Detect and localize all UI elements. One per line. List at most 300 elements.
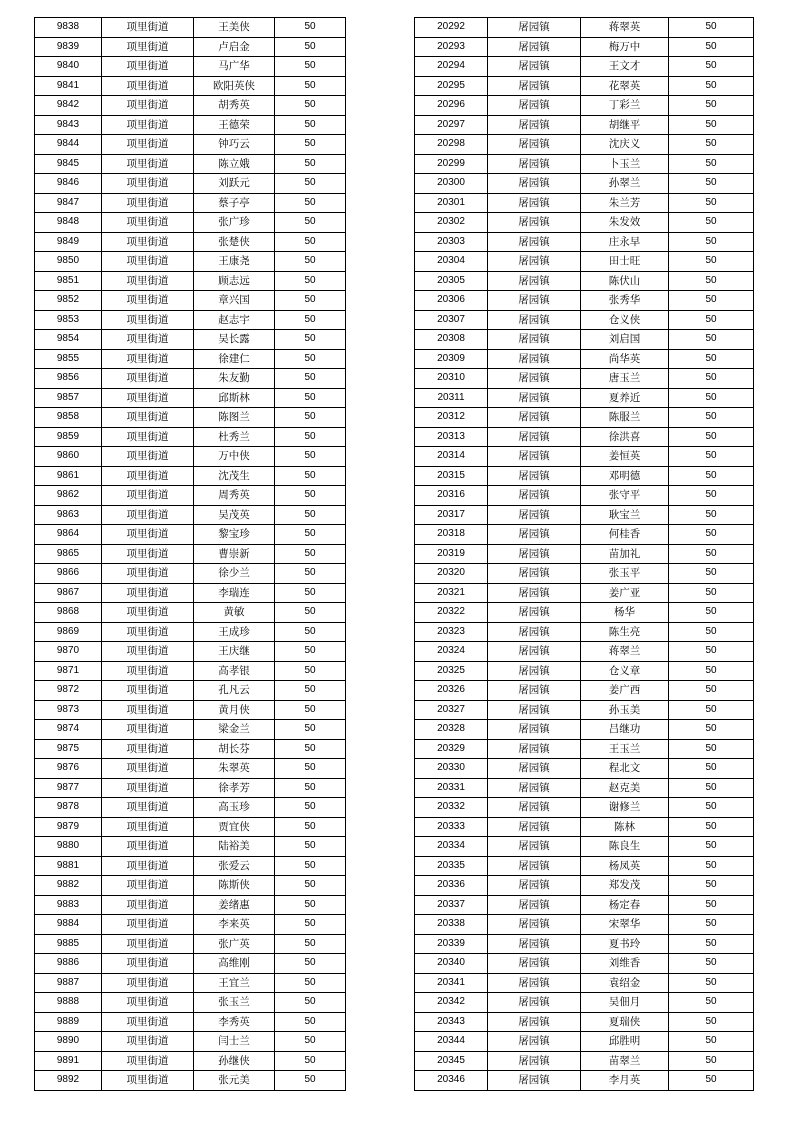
town-cell: 项里街道 — [102, 57, 194, 77]
table-row — [35, 310, 346, 330]
town-cell: 项里街道 — [102, 720, 194, 740]
table-row — [415, 486, 754, 506]
amount-cell: 50 — [275, 408, 346, 428]
serial-number-cell: 9858 — [35, 408, 102, 428]
amount-cell: 50 — [275, 291, 346, 311]
serial-number-cell: 20339 — [415, 934, 488, 954]
amount-cell: 50 — [275, 622, 346, 642]
serial-number-cell: 9838 — [35, 18, 102, 38]
amount-cell: 50 — [275, 778, 346, 798]
person-name-cell: 张秀华 — [581, 291, 669, 311]
amount-cell: 50 — [669, 1032, 754, 1052]
person-name-cell: 花翠英 — [581, 76, 669, 96]
table-row — [35, 720, 346, 740]
person-name-cell: 王庆继 — [194, 642, 275, 662]
town-cell: 屠园镇 — [488, 252, 581, 272]
person-name-cell: 赵克美 — [581, 778, 669, 798]
town-cell: 屠园镇 — [488, 135, 581, 155]
person-name-cell: 陈图兰 — [194, 408, 275, 428]
amount-cell: 50 — [275, 330, 346, 350]
person-name-cell: 闫士兰 — [194, 1032, 275, 1052]
amount-cell: 50 — [669, 564, 754, 584]
town-cell: 项里街道 — [102, 388, 194, 408]
table-row — [415, 525, 754, 545]
table-row — [415, 18, 754, 38]
amount-cell: 50 — [275, 486, 346, 506]
person-name-cell: 刘跃元 — [194, 174, 275, 194]
town-cell: 项里街道 — [102, 193, 194, 213]
serial-number-cell: 9846 — [35, 174, 102, 194]
table-row — [415, 330, 754, 350]
table-row — [415, 583, 754, 603]
town-cell: 屠园镇 — [488, 154, 581, 174]
town-cell: 屠园镇 — [488, 700, 581, 720]
amount-cell: 50 — [669, 388, 754, 408]
serial-number-cell: 20317 — [415, 505, 488, 525]
table-row — [35, 856, 346, 876]
serial-number-cell: 9884 — [35, 915, 102, 935]
table-row — [35, 778, 346, 798]
town-cell: 屠园镇 — [488, 369, 581, 389]
serial-number-cell: 20310 — [415, 369, 488, 389]
table-row — [415, 115, 754, 135]
town-cell: 屠园镇 — [488, 993, 581, 1013]
table-row — [415, 447, 754, 467]
person-name-cell: 胡秀英 — [194, 96, 275, 116]
person-name-cell: 袁绍金 — [581, 973, 669, 993]
table-row — [415, 310, 754, 330]
table-row — [35, 993, 346, 1013]
town-cell: 屠园镇 — [488, 96, 581, 116]
amount-cell: 50 — [275, 603, 346, 623]
serial-number-cell: 20295 — [415, 76, 488, 96]
town-cell: 项里街道 — [102, 252, 194, 272]
amount-cell: 50 — [669, 1051, 754, 1071]
table-row — [415, 408, 754, 428]
person-name-cell: 庄永早 — [581, 232, 669, 252]
amount-cell: 50 — [275, 876, 346, 896]
person-name-cell: 何桂香 — [581, 525, 669, 545]
amount-cell: 50 — [275, 37, 346, 57]
table-row — [35, 544, 346, 564]
town-cell: 屠园镇 — [488, 603, 581, 623]
town-cell: 屠园镇 — [488, 1032, 581, 1052]
town-cell: 屠园镇 — [488, 37, 581, 57]
person-name-cell: 邓明德 — [581, 466, 669, 486]
table-row — [415, 1071, 754, 1091]
table-row — [415, 837, 754, 857]
serial-number-cell: 9863 — [35, 505, 102, 525]
table-row — [35, 603, 346, 623]
table-row — [35, 934, 346, 954]
serial-number-cell: 9848 — [35, 213, 102, 233]
amount-cell: 50 — [669, 408, 754, 428]
serial-number-cell: 9867 — [35, 583, 102, 603]
town-cell: 屠园镇 — [488, 778, 581, 798]
person-name-cell: 张守平 — [581, 486, 669, 506]
table-row — [415, 291, 754, 311]
person-name-cell: 夏瑞侠 — [581, 1012, 669, 1032]
serial-number-cell: 9880 — [35, 837, 102, 857]
table-row — [415, 895, 754, 915]
town-cell: 屠园镇 — [488, 310, 581, 330]
table-row — [35, 174, 346, 194]
serial-number-cell: 9864 — [35, 525, 102, 545]
town-cell: 屠园镇 — [488, 330, 581, 350]
town-cell: 屠园镇 — [488, 934, 581, 954]
serial-number-cell: 9862 — [35, 486, 102, 506]
town-cell: 屠园镇 — [488, 817, 581, 837]
amount-cell: 50 — [275, 934, 346, 954]
person-name-cell: 夏养近 — [581, 388, 669, 408]
table-row — [35, 486, 346, 506]
table-row — [35, 408, 346, 428]
serial-number-cell: 9883 — [35, 895, 102, 915]
serial-number-cell: 20316 — [415, 486, 488, 506]
table-row — [415, 954, 754, 974]
left-roster-body — [35, 18, 346, 1091]
serial-number-cell: 9882 — [35, 876, 102, 896]
serial-number-cell: 20321 — [415, 583, 488, 603]
serial-number-cell: 20308 — [415, 330, 488, 350]
right-roster-table — [414, 17, 754, 1091]
person-name-cell: 郑发茂 — [581, 876, 669, 896]
table-row — [415, 349, 754, 369]
town-cell: 项里街道 — [102, 544, 194, 564]
table-row — [35, 661, 346, 681]
town-cell: 屠园镇 — [488, 1012, 581, 1032]
amount-cell: 50 — [669, 466, 754, 486]
town-cell: 屠园镇 — [488, 856, 581, 876]
table-row — [35, 739, 346, 759]
town-cell: 屠园镇 — [488, 681, 581, 701]
town-cell: 屠园镇 — [488, 505, 581, 525]
table-row — [35, 330, 346, 350]
person-name-cell: 梁金兰 — [194, 720, 275, 740]
table-row — [415, 739, 754, 759]
person-name-cell: 苗翠兰 — [581, 1051, 669, 1071]
person-name-cell: 孔凡云 — [194, 681, 275, 701]
table-row — [35, 388, 346, 408]
table-row — [35, 505, 346, 525]
town-cell: 屠园镇 — [488, 427, 581, 447]
person-name-cell: 杨凤英 — [581, 856, 669, 876]
serial-number-cell: 9887 — [35, 973, 102, 993]
amount-cell: 50 — [669, 330, 754, 350]
amount-cell: 50 — [275, 895, 346, 915]
table-row — [415, 505, 754, 525]
amount-cell: 50 — [275, 1071, 346, 1091]
serial-number-cell: 20335 — [415, 856, 488, 876]
serial-number-cell: 9847 — [35, 193, 102, 213]
town-cell: 屠园镇 — [488, 973, 581, 993]
town-cell: 项里街道 — [102, 271, 194, 291]
town-cell: 项里街道 — [102, 564, 194, 584]
serial-number-cell: 20297 — [415, 115, 488, 135]
table-row — [35, 349, 346, 369]
table-row — [415, 973, 754, 993]
town-cell: 项里街道 — [102, 369, 194, 389]
serial-number-cell: 20299 — [415, 154, 488, 174]
serial-number-cell: 9849 — [35, 232, 102, 252]
amount-cell: 50 — [669, 193, 754, 213]
person-name-cell: 陈斯侠 — [194, 876, 275, 896]
serial-number-cell: 20329 — [415, 739, 488, 759]
person-name-cell: 梅万中 — [581, 37, 669, 57]
person-name-cell: 李瑞连 — [194, 583, 275, 603]
serial-number-cell: 20309 — [415, 349, 488, 369]
serial-number-cell: 20307 — [415, 310, 488, 330]
table-row — [35, 837, 346, 857]
serial-number-cell: 20328 — [415, 720, 488, 740]
serial-number-cell: 9872 — [35, 681, 102, 701]
amount-cell: 50 — [669, 369, 754, 389]
serial-number-cell: 9870 — [35, 642, 102, 662]
serial-number-cell: 9890 — [35, 1032, 102, 1052]
serial-number-cell: 20334 — [415, 837, 488, 857]
town-cell: 屠园镇 — [488, 466, 581, 486]
left-roster-table — [34, 17, 346, 1091]
serial-number-cell: 9885 — [35, 934, 102, 954]
serial-number-cell: 9857 — [35, 388, 102, 408]
person-name-cell: 姜广西 — [581, 681, 669, 701]
table-row — [35, 895, 346, 915]
town-cell: 项里街道 — [102, 622, 194, 642]
serial-number-cell: 20320 — [415, 564, 488, 584]
person-name-cell: 尚华英 — [581, 349, 669, 369]
person-name-cell: 徐建仁 — [194, 349, 275, 369]
serial-number-cell: 9876 — [35, 759, 102, 779]
person-name-cell: 谢修兰 — [581, 798, 669, 818]
amount-cell: 50 — [275, 154, 346, 174]
person-name-cell: 赵志宇 — [194, 310, 275, 330]
person-name-cell: 耿宝兰 — [581, 505, 669, 525]
person-name-cell: 章兴国 — [194, 291, 275, 311]
person-name-cell: 吴佃月 — [581, 993, 669, 1013]
town-cell: 项里街道 — [102, 603, 194, 623]
serial-number-cell: 20324 — [415, 642, 488, 662]
town-cell: 项里街道 — [102, 1032, 194, 1052]
amount-cell: 50 — [669, 739, 754, 759]
table-row — [35, 427, 346, 447]
serial-number-cell: 9854 — [35, 330, 102, 350]
table-row — [35, 583, 346, 603]
amount-cell: 50 — [275, 681, 346, 701]
table-row — [415, 1032, 754, 1052]
person-name-cell: 钟巧云 — [194, 135, 275, 155]
table-row — [35, 681, 346, 701]
serial-number-cell: 9855 — [35, 349, 102, 369]
amount-cell: 50 — [275, 739, 346, 759]
serial-number-cell: 20305 — [415, 271, 488, 291]
table-row — [35, 447, 346, 467]
town-cell: 屠园镇 — [488, 739, 581, 759]
table-row — [415, 232, 754, 252]
serial-number-cell: 20300 — [415, 174, 488, 194]
serial-number-cell: 9865 — [35, 544, 102, 564]
person-name-cell: 陈伏山 — [581, 271, 669, 291]
person-name-cell: 吕继功 — [581, 720, 669, 740]
town-cell: 项里街道 — [102, 681, 194, 701]
amount-cell: 50 — [669, 817, 754, 837]
serial-number-cell: 20333 — [415, 817, 488, 837]
town-cell: 项里街道 — [102, 213, 194, 233]
table-row — [35, 564, 346, 584]
person-name-cell: 朱翠英 — [194, 759, 275, 779]
town-cell: 项里街道 — [102, 18, 194, 38]
serial-number-cell: 9877 — [35, 778, 102, 798]
table-row — [35, 622, 346, 642]
person-name-cell: 朱兰芳 — [581, 193, 669, 213]
town-cell: 屠园镇 — [488, 57, 581, 77]
town-cell: 屠园镇 — [488, 193, 581, 213]
person-name-cell: 陈服兰 — [581, 408, 669, 428]
amount-cell: 50 — [669, 1071, 754, 1091]
serial-number-cell: 20323 — [415, 622, 488, 642]
town-cell: 项里街道 — [102, 642, 194, 662]
amount-cell: 50 — [275, 544, 346, 564]
table-row — [415, 271, 754, 291]
serial-number-cell: 9886 — [35, 954, 102, 974]
serial-number-cell: 9850 — [35, 252, 102, 272]
table-row — [35, 466, 346, 486]
town-cell: 屠园镇 — [488, 291, 581, 311]
town-cell: 项里街道 — [102, 330, 194, 350]
town-cell: 项里街道 — [102, 876, 194, 896]
amount-cell: 50 — [275, 720, 346, 740]
person-name-cell: 贾宜侠 — [194, 817, 275, 837]
amount-cell: 50 — [275, 174, 346, 194]
amount-cell: 50 — [669, 759, 754, 779]
serial-number-cell: 20313 — [415, 427, 488, 447]
town-cell: 项里街道 — [102, 76, 194, 96]
amount-cell: 50 — [275, 856, 346, 876]
amount-cell: 50 — [669, 934, 754, 954]
town-cell: 屠园镇 — [488, 583, 581, 603]
table-row — [415, 427, 754, 447]
town-cell: 项里街道 — [102, 115, 194, 135]
serial-number-cell: 9841 — [35, 76, 102, 96]
serial-number-cell: 20346 — [415, 1071, 488, 1091]
town-cell: 屠园镇 — [488, 525, 581, 545]
town-cell: 屠园镇 — [488, 1051, 581, 1071]
person-name-cell: 张楚侠 — [194, 232, 275, 252]
person-name-cell: 王文才 — [581, 57, 669, 77]
serial-number-cell: 20306 — [415, 291, 488, 311]
person-name-cell: 李秀英 — [194, 1012, 275, 1032]
serial-number-cell: 20326 — [415, 681, 488, 701]
amount-cell: 50 — [669, 96, 754, 116]
town-cell: 项里街道 — [102, 915, 194, 935]
town-cell: 屠园镇 — [488, 954, 581, 974]
amount-cell: 50 — [669, 115, 754, 135]
town-cell: 项里街道 — [102, 154, 194, 174]
serial-number-cell: 9860 — [35, 447, 102, 467]
town-cell: 项里街道 — [102, 973, 194, 993]
amount-cell: 50 — [275, 466, 346, 486]
person-name-cell: 刘维香 — [581, 954, 669, 974]
serial-number-cell: 20331 — [415, 778, 488, 798]
serial-number-cell: 20322 — [415, 603, 488, 623]
amount-cell: 50 — [669, 76, 754, 96]
serial-number-cell: 20341 — [415, 973, 488, 993]
amount-cell: 50 — [669, 291, 754, 311]
person-name-cell: 马广华 — [194, 57, 275, 77]
amount-cell: 50 — [275, 1032, 346, 1052]
amount-cell: 50 — [669, 876, 754, 896]
table-row — [35, 96, 346, 116]
person-name-cell: 黄月侠 — [194, 700, 275, 720]
person-name-cell: 夏书玲 — [581, 934, 669, 954]
town-cell: 项里街道 — [102, 96, 194, 116]
person-name-cell: 宋翠华 — [581, 915, 669, 935]
serial-number-cell: 20342 — [415, 993, 488, 1013]
person-name-cell: 王宜兰 — [194, 973, 275, 993]
person-name-cell: 吴长露 — [194, 330, 275, 350]
amount-cell: 50 — [275, 271, 346, 291]
serial-number-cell: 9866 — [35, 564, 102, 584]
amount-cell: 50 — [669, 37, 754, 57]
town-cell: 屠园镇 — [488, 349, 581, 369]
serial-number-cell: 9853 — [35, 310, 102, 330]
person-name-cell: 高玉珍 — [194, 798, 275, 818]
town-cell: 项里街道 — [102, 661, 194, 681]
town-cell: 项里街道 — [102, 1071, 194, 1091]
person-name-cell: 邱胜明 — [581, 1032, 669, 1052]
serial-number-cell: 9869 — [35, 622, 102, 642]
person-name-cell: 刘启国 — [581, 330, 669, 350]
serial-number-cell: 20327 — [415, 700, 488, 720]
amount-cell: 50 — [669, 895, 754, 915]
serial-number-cell: 9874 — [35, 720, 102, 740]
person-name-cell: 姜绪惠 — [194, 895, 275, 915]
amount-cell: 50 — [275, 525, 346, 545]
amount-cell: 50 — [275, 76, 346, 96]
town-cell: 项里街道 — [102, 427, 194, 447]
table-row — [415, 96, 754, 116]
person-name-cell: 王玉兰 — [581, 739, 669, 759]
amount-cell: 50 — [275, 837, 346, 857]
person-name-cell: 沈庆义 — [581, 135, 669, 155]
serial-number-cell: 20302 — [415, 213, 488, 233]
person-name-cell: 杨华 — [581, 603, 669, 623]
serial-number-cell: 9875 — [35, 739, 102, 759]
amount-cell: 50 — [669, 544, 754, 564]
person-name-cell: 蒋翠兰 — [581, 642, 669, 662]
person-name-cell: 蔡子亭 — [194, 193, 275, 213]
amount-cell: 50 — [275, 193, 346, 213]
table-row — [35, 271, 346, 291]
person-name-cell: 徐少兰 — [194, 564, 275, 584]
table-row — [35, 135, 346, 155]
person-name-cell: 唐玉兰 — [581, 369, 669, 389]
town-cell: 项里街道 — [102, 993, 194, 1013]
amount-cell: 50 — [275, 973, 346, 993]
amount-cell: 50 — [669, 252, 754, 272]
serial-number-cell: 20343 — [415, 1012, 488, 1032]
serial-number-cell: 20312 — [415, 408, 488, 428]
amount-cell: 50 — [275, 213, 346, 233]
table-row — [415, 193, 754, 213]
town-cell: 屠园镇 — [488, 408, 581, 428]
table-row — [415, 213, 754, 233]
table-row — [415, 544, 754, 564]
town-cell: 项里街道 — [102, 486, 194, 506]
amount-cell: 50 — [669, 310, 754, 330]
person-name-cell: 黎宝珍 — [194, 525, 275, 545]
person-name-cell: 顾志远 — [194, 271, 275, 291]
person-name-cell: 吴茂英 — [194, 505, 275, 525]
